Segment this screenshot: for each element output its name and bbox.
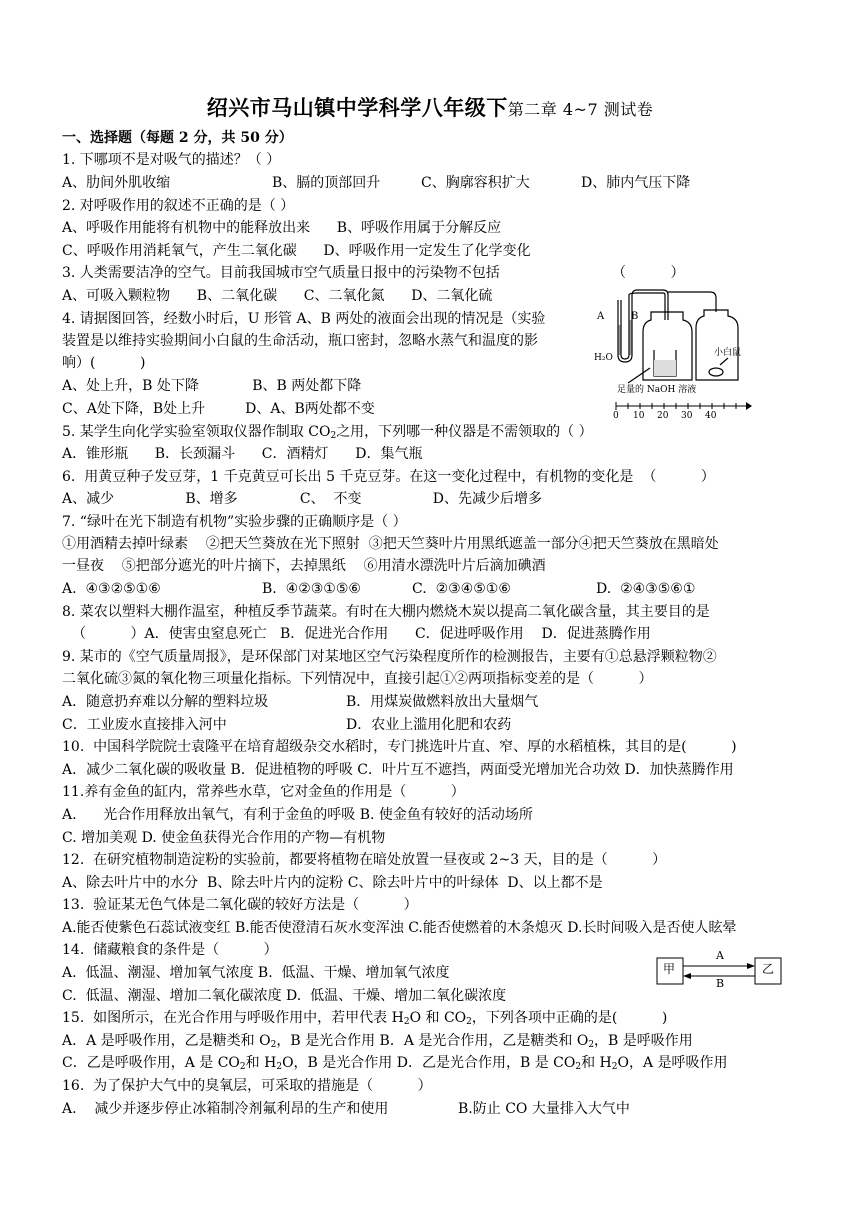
q2-stem: 2. 对呼吸作用的叙述不正确的是（ ） [62, 198, 295, 214]
ruler-tick-0: 0 [613, 411, 619, 421]
q13-stem: 13. 验证某无色气体是二氧化碳的较好方法是（ ） [62, 897, 418, 913]
q13-options: A.能否使紫色石蕊试液变红 B.能否使澄清石灰水变浑浊 C.能否使燃着的木条熄灭 D.长时间吸入是否使人眩晕 [62, 920, 737, 936]
q12-options: A、除去叶片中的水分 B、除去叶片内的淀粉 C、除去叶片中的叶绿体 D、以上都不是 [62, 875, 603, 891]
q1-stem: 1. 下哪项不是对吸气的描述？（ ） [62, 152, 281, 168]
q7-option-d: D. ②④③⑤⑥① [596, 581, 696, 597]
ruler-tick-40: 40 [705, 411, 717, 421]
q7-steps-1: ①用酒精去掉叶绿素 ②把天竺葵放在光下照射 ③把天竺葵叶片用黑纸遮盖一部分④把天竺葵放在黑暗处 [62, 536, 719, 552]
diagram-arrow-b: B [716, 977, 725, 990]
fig1-mouse-label: 小白鼠 [714, 348, 742, 358]
q9-option-b: B．用煤炭做燃料放出大量烟气 [346, 694, 539, 710]
q11-stem: 11.养有金鱼的缸内，常养些水草，它对金鱼的作用是（ ） [62, 784, 465, 800]
q8-line-2: （ ）A．使害虫窒息死亡 B．促进光合作用 C．促进呼吸作用 D．促进蒸腾作用 [72, 626, 651, 642]
q11-options-ab: A. 光合作用释放出氧气，有利于金鱼的呼吸 B. 使金鱼有较好的活动场所 [62, 807, 533, 823]
fig1-naoh-label: 足量的 NaOH 溶液 [617, 385, 697, 395]
q6-options: A、减少 B、增多 C、 不变 D、先减少后增多 [62, 491, 542, 507]
q3-paren: （ ） [612, 265, 685, 281]
q10-options: A．减少二氧化碳的吸收量 B．促进植物的呼吸 C．叶片互不遮挡，两面受光增加光合功效 D．加快蒸腾作用 [62, 762, 734, 778]
q2-options-cd: C、呼吸作用消耗氧气，产生二氧化碳 D、呼吸作用一定发生了化学变化 [62, 243, 531, 259]
q9-option-d: D．农业上滥用化肥和农药 [346, 717, 512, 733]
q14-options-cd: C. 低温、潮湿、增加二氧化碳浓度 D. 低温、干燥、增加二氧化碳浓度 [62, 988, 507, 1004]
q1-option-b: B、膈的顶部回升 [272, 175, 381, 191]
ruler-tick-20: 20 [657, 411, 669, 421]
q15-stem: 15. 如图所示，在光合作用与呼吸作用中，若甲代表 $H_2O$ 和 $CO_2$，下列各项中正确的是( ) [62, 1010, 668, 1027]
fig1-water-label: H₂O [594, 353, 613, 363]
q16-stem: 16. 为了保护大气中的臭氧层，可采取的措施是（ ） [62, 1078, 432, 1094]
page-title: 绍兴市马山镇中学科学八年级下第二章 4~7 测试卷 [206, 95, 654, 120]
q4-options-cd: C、A处下降，B处上升 D、A、B两处都不变 [62, 401, 375, 417]
q11-options-cd: C. 增加美观 D. 使金鱼获得光合作用的产物—有机物 [62, 830, 386, 846]
ruler-tick-30: 30 [681, 411, 693, 421]
diagram-node-yi: 乙 [762, 962, 775, 976]
q2-options-ab: A、呼吸作用能将有机物中的能释放出来 B、呼吸作用属于分解反应 [62, 220, 502, 236]
q16-option-a: A. 减少并逐步停止冰箱制冷剂氟利昂的生产和使用 [62, 1101, 389, 1117]
q1-option-a: A、肋间外肌收缩 [62, 175, 171, 191]
fig1-label-a: A [597, 311, 605, 322]
q14-stem: 14. 储藏粮食的条件是（ ） [62, 942, 278, 958]
q8-line-1: 8. 菜农以塑料大棚作温室，种植反季节蔬菜。有时在大棚内燃烧木炭以提高二氧化碳含量，其主要目的是 [62, 604, 710, 620]
page-subtitle: 第二章 4~7 测试卷 [507, 100, 654, 119]
q9-option-c: C．工业废水直接排入河中 [62, 717, 227, 733]
q6-stem: 6. 用黄豆种子发豆芽，1 千克黄豆可长出 5 千克豆芽。在这一变化过程中，有机物的变化是 （ ） [62, 469, 715, 485]
q3-options: A、可吸入颗粒物 B、二氧化碳 C、二氧化氮 D、二氧化硫 [62, 288, 493, 304]
q16-option-b: B.防止 CO 大量排入大气中 [458, 1101, 630, 1117]
q4-options-ab: A、处上升，B 处下降 B、B 两处都下降 [62, 378, 362, 394]
q4-line-1: 4. 请据图回答，经数小时后，U 形管 A、B 两处的液面会出现的情况是（实验 [62, 311, 546, 327]
q4-line-2: 装置是以维持实验期间小白鼠的生命活动，瓶口密封，忽略水蒸气和温度的影 [62, 333, 538, 349]
q4-line-3: 响）( ) [62, 355, 146, 371]
diagram-arrow-a: A [716, 949, 724, 962]
q9-line-2: 二氧化硫③氮的氧化物三项量化指标。下列情况中，直接引起①②两项指标变差的是（ ） [62, 671, 653, 687]
q5-options: A．锥形瓶 B．长颈漏斗 C．酒精灯 D．集气瓶 [62, 446, 423, 462]
q15-options-ab: A．A 是呼吸作用，乙是糖类和 $O_2$，B 是光合作用 B．A 是光合作用，乙是糖类和 $O_2$，B 是呼吸作用 [62, 1033, 693, 1050]
q15-options-cd: C．乙是呼吸作用，A 是 $CO_2$和 $H_2O$，B 是光合作用 D．乙是光合作用，B 是 $CO_2$和 $H_2O$，A 是呼吸作用 [62, 1055, 728, 1072]
q10-stem: 10. 中国科学院院士袁隆平在培育超级杂交水稻时，专门挑选叶片直、窄、厚的水稻植株，其目的是( ) [62, 739, 737, 755]
q7-option-a: A. ④③②⑤①⑥ [62, 581, 161, 597]
section-heading: 一、选择题（每题 2 分，共 50 分） [62, 130, 293, 146]
q7-steps-2: 一昼夜 ⑤把部分遮光的叶片摘下，去掉黑纸 ⑥用清水漂洗叶片后滴加碘酒 [62, 558, 546, 574]
fig1-label-b: B [631, 311, 639, 322]
q3-stem: 3. 人类需要洁净的空气。目前我国城市空气质量日报中的污染物不包括 [62, 265, 500, 281]
q7-option-b: B. ④②③①⑤⑥ [262, 581, 361, 597]
q7-option-c: C. ②③④⑤①⑥ [412, 581, 511, 597]
q9-option-a: A．随意扔弃难以分解的塑料垃圾 [62, 694, 269, 710]
q5-stem: 5. 某学生向化学实验室领取仪器作制取 $CO_2$之用，下列哪一种仪器是不需领取的（ ） [62, 424, 593, 441]
q14-options-ab: A. 低温、潮湿、增加氧气浓度 B. 低温、干燥、增加氧气浓度 [62, 965, 450, 981]
ruler-tick-10: 10 [633, 411, 645, 421]
q1-option-c: C、胸廓容积扩大 [421, 175, 530, 191]
q1-option-d: D、肺内气压下降 [581, 175, 691, 191]
q9-line-1: 9. 某市的《空气质量周报》，是环保部门对某地区空气污染程度所作的检测报告，主要有①总悬浮颗粒物② [62, 649, 717, 665]
diagram-node-jia: 甲 [663, 962, 676, 976]
q7-stem: 7. “绿叶在光下制造有机物”实验步骤的正确顺序是（ ） [62, 514, 407, 530]
q12-stem: 12. 在研究植物制造淀粉的实验前，都要将植物在暗处放置一昼夜或 2~3 天，目的是（ ） [62, 852, 667, 868]
